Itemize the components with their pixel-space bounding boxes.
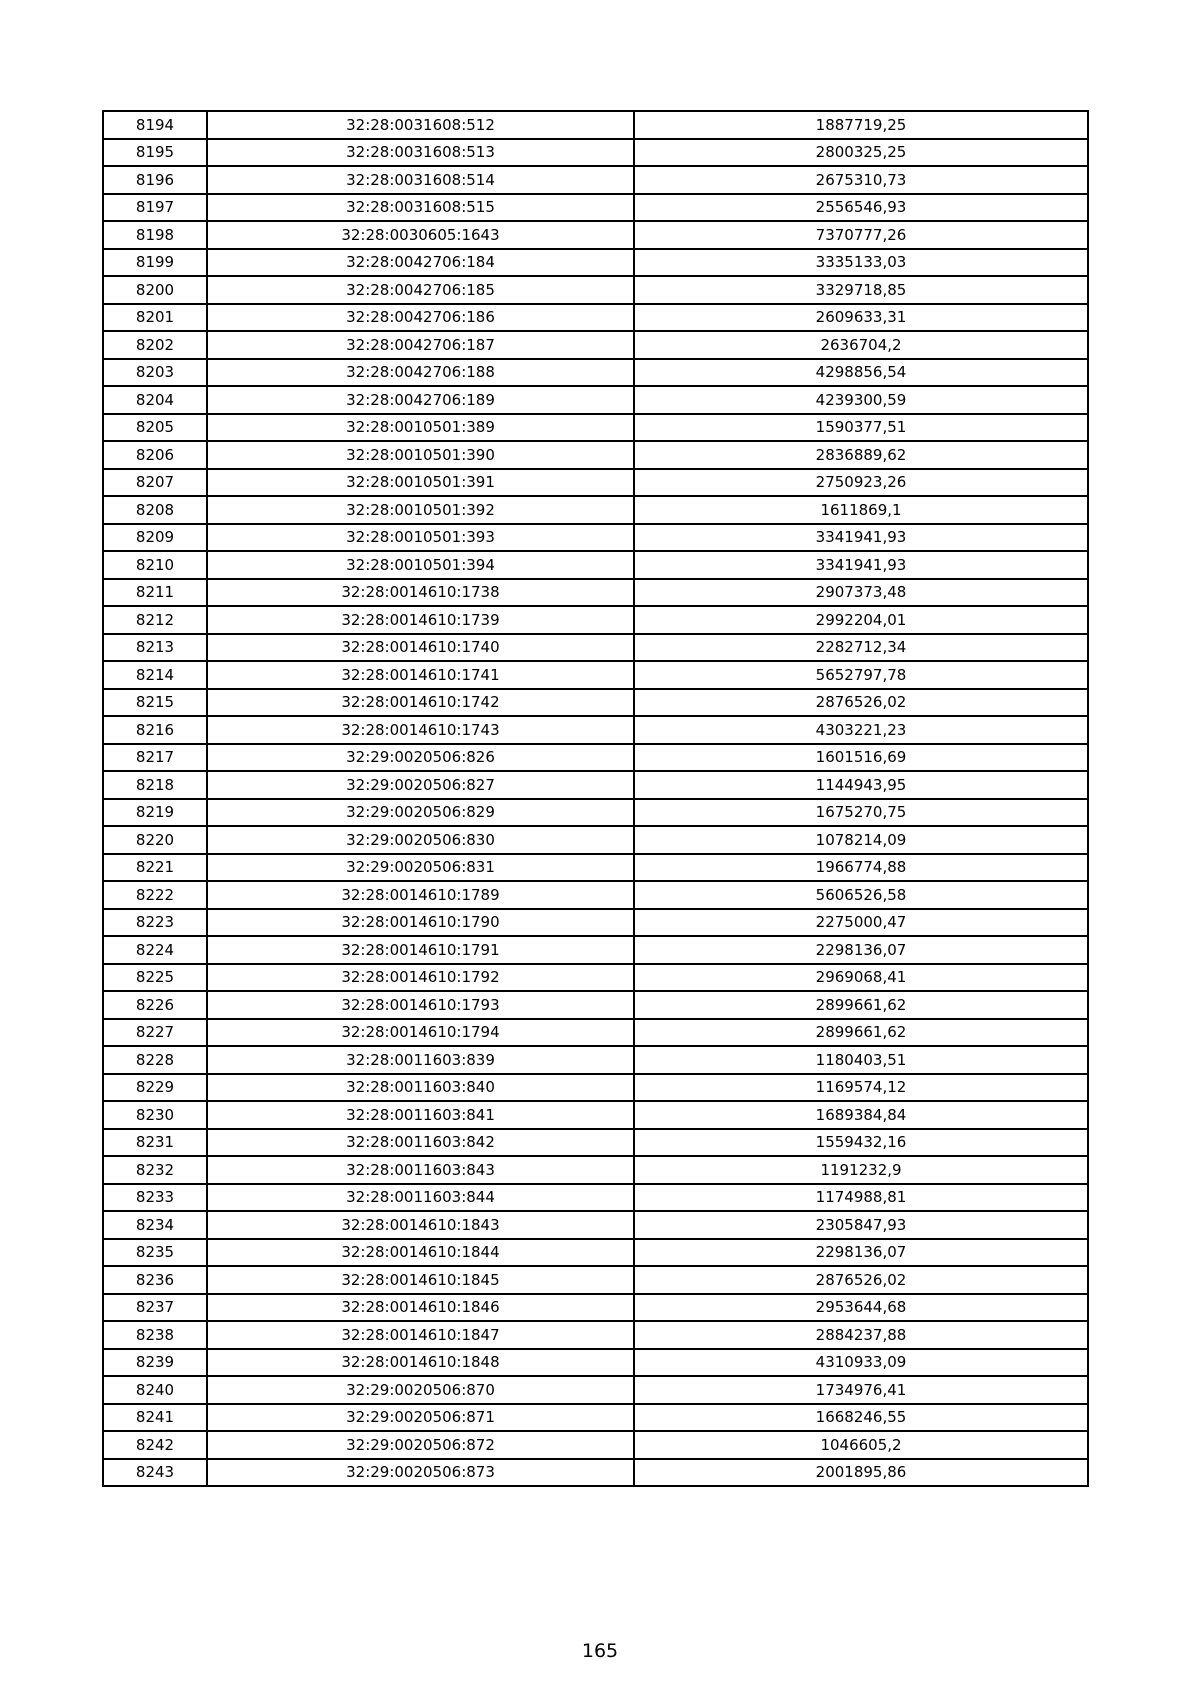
cadastral-number-cell: 32:28:0010501:392 — [207, 496, 634, 524]
row-number-cell: 8207 — [103, 469, 207, 497]
table-row — [103, 771, 1088, 799]
cadastral-number-cell: 32:28:0014610:1742 — [207, 689, 634, 717]
cadastral-number-cell: 32:29:0020506:870 — [207, 1376, 634, 1404]
table-row — [103, 964, 1088, 992]
cadastral-value-cell: 2876526,02 — [634, 689, 1088, 717]
table-row — [103, 194, 1088, 222]
table-row — [103, 551, 1088, 579]
row-number-cell: 8221 — [103, 854, 207, 882]
table-row — [103, 881, 1088, 909]
cadastral-number-cell: 32:28:0011603:842 — [207, 1129, 634, 1157]
cadastral-value-cell: 1966774,88 — [634, 854, 1088, 882]
row-number-cell: 8227 — [103, 1019, 207, 1047]
cadastral-number-cell: 32:29:0020506:830 — [207, 826, 634, 854]
row-number-cell: 8202 — [103, 331, 207, 359]
cadastral-value-cell: 2556546,93 — [634, 194, 1088, 222]
cadastral-value-cell: 1180403,51 — [634, 1046, 1088, 1074]
cadastral-value-cell: 3329718,85 — [634, 276, 1088, 304]
row-number-cell: 8213 — [103, 634, 207, 662]
row-number-cell: 8228 — [103, 1046, 207, 1074]
row-number-cell: 8243 — [103, 1459, 207, 1487]
row-number-cell: 8230 — [103, 1101, 207, 1129]
cadastral-number-cell: 32:28:0011603:844 — [207, 1184, 634, 1212]
cadastral-number-cell: 32:28:0011603:843 — [207, 1156, 634, 1184]
row-number-cell: 8205 — [103, 414, 207, 442]
row-number-cell: 8220 — [103, 826, 207, 854]
table-row — [103, 221, 1088, 249]
table-row — [103, 139, 1088, 167]
cadastral-value-cell: 1191232,9 — [634, 1156, 1088, 1184]
table-row — [103, 441, 1088, 469]
row-number-cell: 8229 — [103, 1074, 207, 1102]
cadastral-value-cell: 3341941,93 — [634, 551, 1088, 579]
table-row — [103, 799, 1088, 827]
table-row — [103, 1321, 1088, 1349]
cadastral-value-cell: 1078214,09 — [634, 826, 1088, 854]
cadastral-number-cell: 32:29:0020506:826 — [207, 744, 634, 772]
cadastral-value-cell: 2969068,41 — [634, 964, 1088, 992]
cadastral-value-cell: 1590377,51 — [634, 414, 1088, 442]
table-row — [103, 1129, 1088, 1157]
cadastral-value-cell: 1734976,41 — [634, 1376, 1088, 1404]
cadastral-number-cell: 32:29:0020506:831 — [207, 854, 634, 882]
cadastral-number-cell: 32:28:0014610:1790 — [207, 909, 634, 937]
cadastral-value-cell: 7370777,26 — [634, 221, 1088, 249]
row-number-cell: 8195 — [103, 139, 207, 167]
cadastral-value-cell: 2298136,07 — [634, 936, 1088, 964]
cadastral-number-cell: 32:28:0014610:1743 — [207, 716, 634, 744]
cadastral-value-cell: 1174988,81 — [634, 1184, 1088, 1212]
table-row — [103, 1156, 1088, 1184]
cadastral-value-cell: 1169574,12 — [634, 1074, 1088, 1102]
cadastral-value-cell: 2884237,88 — [634, 1321, 1088, 1349]
cadastral-number-cell: 32:28:0014610:1741 — [207, 661, 634, 689]
row-number-cell: 8196 — [103, 166, 207, 194]
cadastral-number-cell: 32:28:0014610:1792 — [207, 964, 634, 992]
cadastral-number-cell: 32:28:0010501:390 — [207, 441, 634, 469]
table-row — [103, 634, 1088, 662]
cadastral-value-cell: 1144943,95 — [634, 771, 1088, 799]
page-number: 165 — [581, 1640, 619, 1662]
cadastral-number-cell: 32:28:0042706:185 — [207, 276, 634, 304]
row-number-cell: 8197 — [103, 194, 207, 222]
cadastral-number-cell: 32:28:0014610:1793 — [207, 991, 634, 1019]
cadastral-number-cell: 32:28:0014610:1844 — [207, 1239, 634, 1267]
cadastral-value-cell: 2899661,62 — [634, 991, 1088, 1019]
row-number-cell: 8217 — [103, 744, 207, 772]
cadastral-value-cell: 5606526,58 — [634, 881, 1088, 909]
cadastral-value-cell: 2876526,02 — [634, 1266, 1088, 1294]
cadastral-value-cell: 2298136,07 — [634, 1239, 1088, 1267]
table-row — [103, 909, 1088, 937]
cadastral-value-cell: 2305847,93 — [634, 1211, 1088, 1239]
cadastral-number-cell: 32:28:0031608:514 — [207, 166, 634, 194]
row-number-cell: 8214 — [103, 661, 207, 689]
cadastral-number-cell: 32:28:0011603:839 — [207, 1046, 634, 1074]
cadastral-number-cell: 32:28:0010501:393 — [207, 524, 634, 552]
table-row — [103, 1184, 1088, 1212]
row-number-cell: 8235 — [103, 1239, 207, 1267]
row-number-cell: 8200 — [103, 276, 207, 304]
cadastral-number-cell: 32:28:0014610:1739 — [207, 606, 634, 634]
table-row — [103, 1459, 1088, 1487]
table-row — [103, 496, 1088, 524]
cadastral-value-cell: 4303221,23 — [634, 716, 1088, 744]
table-row — [103, 1074, 1088, 1102]
cadastral-number-cell: 32:28:0011603:841 — [207, 1101, 634, 1129]
table-row — [103, 826, 1088, 854]
row-number-cell: 8239 — [103, 1349, 207, 1377]
cadastral-number-cell: 32:28:0042706:186 — [207, 304, 634, 332]
table-row — [103, 854, 1088, 882]
table-row — [103, 359, 1088, 387]
cadastral-number-cell: 32:28:0014610:1789 — [207, 881, 634, 909]
row-number-cell: 8226 — [103, 991, 207, 1019]
row-number-cell: 8208 — [103, 496, 207, 524]
cadastral-value-cell: 2675310,73 — [634, 166, 1088, 194]
cadastral-value-cell: 2953644,68 — [634, 1294, 1088, 1322]
row-number-cell: 8201 — [103, 304, 207, 332]
table-row — [103, 661, 1088, 689]
cadastral-value-cell: 1675270,75 — [634, 799, 1088, 827]
row-number-cell: 8219 — [103, 799, 207, 827]
cadastral-value-cell: 2609633,31 — [634, 304, 1088, 332]
row-number-cell: 8206 — [103, 441, 207, 469]
row-number-cell: 8242 — [103, 1431, 207, 1459]
cadastral-number-cell: 32:28:0014610:1845 — [207, 1266, 634, 1294]
cadastral-value-cell: 1668246,55 — [634, 1404, 1088, 1432]
cadastral-number-cell: 32:28:0042706:189 — [207, 386, 634, 414]
table-row — [103, 1431, 1088, 1459]
cadastral-number-cell: 32:28:0014610:1846 — [207, 1294, 634, 1322]
row-number-cell: 8224 — [103, 936, 207, 964]
cadastral-number-cell: 32:28:0031608:515 — [207, 194, 634, 222]
row-number-cell: 8236 — [103, 1266, 207, 1294]
table-body — [103, 111, 1088, 1486]
table-row — [103, 304, 1088, 332]
cadastral-value-cell: 4298856,54 — [634, 359, 1088, 387]
cadastral-value-cell: 3341941,93 — [634, 524, 1088, 552]
cadastral-value-cell: 1559432,16 — [634, 1129, 1088, 1157]
table-row — [103, 1046, 1088, 1074]
table-row — [103, 744, 1088, 772]
table-row — [103, 1376, 1088, 1404]
cadastral-number-cell: 32:29:0020506:829 — [207, 799, 634, 827]
row-number-cell: 8215 — [103, 689, 207, 717]
table-row — [103, 249, 1088, 277]
row-number-cell: 8232 — [103, 1156, 207, 1184]
cadastral-value-cell: 1601516,69 — [634, 744, 1088, 772]
cadastral-value-cell: 4239300,59 — [634, 386, 1088, 414]
cadastral-number-cell: 32:29:0020506:872 — [207, 1431, 634, 1459]
table-row — [103, 1294, 1088, 1322]
row-number-cell: 8209 — [103, 524, 207, 552]
table-row — [103, 414, 1088, 442]
table-row — [103, 1239, 1088, 1267]
cadastral-value-cell: 2836889,62 — [634, 441, 1088, 469]
table-row — [103, 936, 1088, 964]
cadastral-number-cell: 32:28:0014610:1740 — [207, 634, 634, 662]
cadastral-number-cell: 32:28:0031608:513 — [207, 139, 634, 167]
row-number-cell: 8231 — [103, 1129, 207, 1157]
cadastral-number-cell: 32:28:0014610:1794 — [207, 1019, 634, 1047]
cadastral-number-cell: 32:28:0014610:1843 — [207, 1211, 634, 1239]
cadastral-number-cell: 32:29:0020506:827 — [207, 771, 634, 799]
cadastral-value-cell: 2992204,01 — [634, 606, 1088, 634]
cadastral-value-cell: 2907373,48 — [634, 579, 1088, 607]
table-row — [103, 991, 1088, 1019]
row-number-cell: 8222 — [103, 881, 207, 909]
row-number-cell: 8218 — [103, 771, 207, 799]
cadastral-value-cell: 2750923,26 — [634, 469, 1088, 497]
cadastral-number-cell: 32:28:0010501:389 — [207, 414, 634, 442]
row-number-cell: 8194 — [103, 111, 207, 139]
cadastral-number-cell: 32:28:0042706:184 — [207, 249, 634, 277]
table-row — [103, 331, 1088, 359]
cadastral-number-cell: 32:28:0030605:1643 — [207, 221, 634, 249]
row-number-cell: 8210 — [103, 551, 207, 579]
row-number-cell: 8238 — [103, 1321, 207, 1349]
table-row — [103, 689, 1088, 717]
cadastral-value-cell: 4310933,09 — [634, 1349, 1088, 1377]
row-number-cell: 8240 — [103, 1376, 207, 1404]
cadastral-value-cell: 2636704,2 — [634, 331, 1088, 359]
row-number-cell: 8233 — [103, 1184, 207, 1212]
row-number-cell: 8203 — [103, 359, 207, 387]
cadastral-number-cell: 32:28:0042706:187 — [207, 331, 634, 359]
table-row — [103, 524, 1088, 552]
table-row — [103, 1019, 1088, 1047]
row-number-cell: 8223 — [103, 909, 207, 937]
cadastral-value-cell: 1611869,1 — [634, 496, 1088, 524]
table-row — [103, 166, 1088, 194]
cadastral-number-cell: 32:28:0011603:840 — [207, 1074, 634, 1102]
row-number-cell: 8204 — [103, 386, 207, 414]
row-number-cell: 8234 — [103, 1211, 207, 1239]
cadastral-value-cell: 2001895,86 — [634, 1459, 1088, 1487]
cadastral-number-cell: 32:28:0014610:1738 — [207, 579, 634, 607]
cadastral-value-cell: 5652797,78 — [634, 661, 1088, 689]
row-number-cell: 8241 — [103, 1404, 207, 1432]
cadastral-number-cell: 32:28:0014610:1848 — [207, 1349, 634, 1377]
cadastral-number-cell: 32:28:0014610:1847 — [207, 1321, 634, 1349]
cadastral-number-cell: 32:28:0014610:1791 — [207, 936, 634, 964]
table-row — [103, 276, 1088, 304]
row-number-cell: 8237 — [103, 1294, 207, 1322]
table-row — [103, 469, 1088, 497]
cadastral-number-cell: 32:28:0010501:394 — [207, 551, 634, 579]
table-row — [103, 1404, 1088, 1432]
row-number-cell: 8212 — [103, 606, 207, 634]
cadastral-value-cell: 2275000,47 — [634, 909, 1088, 937]
row-number-cell: 8216 — [103, 716, 207, 744]
cadastral-value-table — [102, 110, 1089, 1487]
cadastral-number-cell: 32:28:0010501:391 — [207, 469, 634, 497]
cadastral-value-cell: 1689384,84 — [634, 1101, 1088, 1129]
table-row — [103, 1101, 1088, 1129]
cadastral-value-cell: 3335133,03 — [634, 249, 1088, 277]
cadastral-value-cell: 2899661,62 — [634, 1019, 1088, 1047]
table-row — [103, 579, 1088, 607]
table-row — [103, 716, 1088, 744]
row-number-cell: 8225 — [103, 964, 207, 992]
table-row — [103, 111, 1088, 139]
table-row — [103, 386, 1088, 414]
cadastral-value-cell: 2800325,25 — [634, 139, 1088, 167]
table-row — [103, 606, 1088, 634]
cadastral-number-cell: 32:29:0020506:871 — [207, 1404, 634, 1432]
row-number-cell: 8199 — [103, 249, 207, 277]
cadastral-number-cell: 32:28:0042706:188 — [207, 359, 634, 387]
cadastral-value-cell: 1887719,25 — [634, 111, 1088, 139]
table-row — [103, 1266, 1088, 1294]
cadastral-number-cell: 32:29:0020506:873 — [207, 1459, 634, 1487]
cadastral-value-cell: 2282712,34 — [634, 634, 1088, 662]
row-number-cell: 8211 — [103, 579, 207, 607]
table-row — [103, 1349, 1088, 1377]
cadastral-number-cell: 32:28:0031608:512 — [207, 111, 634, 139]
cadastral-value-cell: 1046605,2 — [634, 1431, 1088, 1459]
row-number-cell: 8198 — [103, 221, 207, 249]
table-row — [103, 1211, 1088, 1239]
